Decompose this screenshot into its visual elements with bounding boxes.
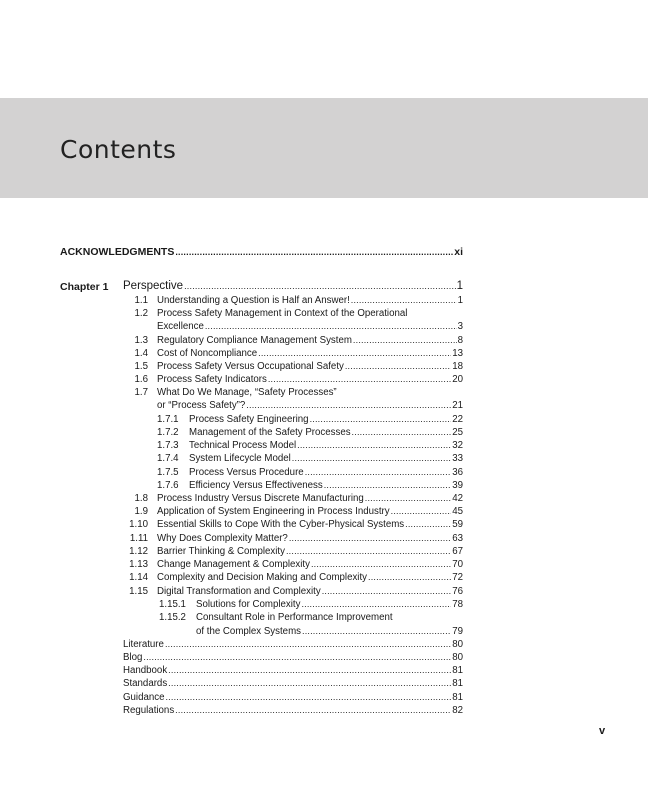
toc-entry-page: 42 <box>452 493 463 504</box>
toc-entry-title: Process Versus Procedure <box>189 467 304 478</box>
toc-entry-title: of the Complex Systems <box>196 626 301 637</box>
leader-dots <box>368 571 451 584</box>
section-number: 1.7.1 <box>157 414 179 425</box>
toc-entry-regulations[interactable] <box>123 704 463 717</box>
section-number: 1.7.6 <box>157 480 179 491</box>
toc-entry-page: 32 <box>452 440 463 451</box>
section-number: 1.3 <box>134 335 148 346</box>
toc-entry-literature[interactable] <box>123 638 463 651</box>
section-number: 1.1 <box>134 295 148 306</box>
toc-entry-page: 36 <box>452 467 463 478</box>
leader-dots <box>165 691 451 704</box>
leader-dots <box>184 280 456 293</box>
toc-entry-page: 8 <box>457 335 463 346</box>
toc-entry-page: 20 <box>452 374 463 385</box>
toc-entry-page: 70 <box>452 559 463 570</box>
toc-entry-page: 22 <box>452 414 463 425</box>
section-number: 1.7 <box>134 387 148 398</box>
leader-dots <box>143 651 451 664</box>
toc-entry[interactable] <box>189 452 463 465</box>
toc-entry-title: Digital Transformation and Complexity <box>157 586 321 597</box>
toc-entry[interactable] <box>157 545 463 558</box>
toc-entry-page: 81 <box>452 665 463 676</box>
toc-entry[interactable] <box>189 426 463 439</box>
toc-entry-title: Change Management & Complexity <box>157 559 310 570</box>
toc-entry-acknowledgments[interactable] <box>60 246 463 259</box>
toc-entry-title: or “Process Safety”? <box>157 400 246 411</box>
leader-dots <box>268 373 451 386</box>
toc-entry-title-line1: Consultant Role in Performance Improvement <box>196 612 393 623</box>
section-number: 1.9 <box>134 506 148 517</box>
section-number: 1.5 <box>134 361 148 372</box>
toc-entry-title: Efficiency Versus Effectiveness <box>189 480 323 491</box>
toc-entry-page: 80 <box>452 639 463 650</box>
toc-entry-title: Understanding a Question is Half an Answer! <box>157 295 350 306</box>
toc-entry-page: 21 <box>452 400 463 411</box>
toc-entry[interactable] <box>157 492 463 505</box>
section-number: 1.4 <box>134 348 148 359</box>
section-number: 1.14 <box>129 572 148 583</box>
toc-entry-page: 39 <box>452 480 463 491</box>
toc-entry-title: Essential Skills to Cope With the Cyber-Physical Systems <box>157 519 405 530</box>
toc-entry[interactable] <box>157 518 463 531</box>
leader-dots <box>391 505 452 518</box>
page-number: v <box>599 725 606 737</box>
section-number: 1.12 <box>129 546 148 557</box>
toc-entry-title: Guidance <box>123 692 165 703</box>
toc-entry-title: Technical Process Model <box>189 440 297 451</box>
section-number: 1.15.1 <box>159 599 186 610</box>
leader-dots <box>258 347 451 360</box>
leader-dots <box>292 452 451 465</box>
section-number: 1.13 <box>129 559 148 570</box>
toc-entry-title: Regulatory Compliance Management System <box>157 335 352 346</box>
leader-dots <box>351 294 457 307</box>
toc-entry-page: 59 <box>452 519 463 530</box>
leader-dots <box>301 598 451 611</box>
toc-entry-title: Process Safety Engineering <box>189 414 309 425</box>
section-number: 1.7.5 <box>157 467 179 478</box>
toc-entry-guidance[interactable] <box>123 691 463 704</box>
toc-entry[interactable] <box>157 360 463 373</box>
toc-entry-title: Application of System Engineering in Process Industry <box>157 506 390 517</box>
toc-entry-page: 25 <box>452 427 463 438</box>
leader-dots <box>175 704 451 717</box>
leader-dots <box>168 677 451 690</box>
leader-dots <box>311 558 451 571</box>
toc-entry-page: 3 <box>457 321 463 332</box>
toc-entry-title: Process Safety Indicators <box>157 374 267 385</box>
toc-entry-title: Regulations <box>123 705 175 716</box>
toc-entry-page: 76 <box>452 586 463 597</box>
section-number: 1.2 <box>134 308 148 319</box>
toc-entry-title: Complexity and Decision Making and Complexity <box>157 572 367 583</box>
leader-dots <box>322 585 452 598</box>
section-number: 1.15.2 <box>159 612 186 623</box>
leader-dots <box>353 334 457 347</box>
toc-entry[interactable] <box>157 294 463 307</box>
toc-entry[interactable] <box>157 505 463 518</box>
toc-entry[interactable] <box>157 320 463 333</box>
leader-dots <box>286 545 451 558</box>
toc-entry-page: 67 <box>452 546 463 557</box>
toc-entry[interactable] <box>157 585 463 598</box>
toc-entry-page: 72 <box>452 572 463 583</box>
toc-entry-chapter[interactable] <box>123 280 463 293</box>
leader-dots <box>168 664 451 677</box>
toc-entry-title-line1: What Do We Manage, “Safety Processes” <box>157 387 337 398</box>
leader-dots <box>352 426 452 439</box>
section-number: 1.10 <box>129 519 148 530</box>
toc-entry-title: Standards <box>123 678 168 689</box>
toc-entry-title: Perspective <box>123 280 184 292</box>
toc-entry-title: Barrier Thinking & Complexity <box>157 546 285 557</box>
section-number: 1.6 <box>134 374 148 385</box>
leader-dots <box>289 532 451 545</box>
toc-entry[interactable] <box>189 439 463 452</box>
toc-entry-title: Process Industry Versus Discrete Manufacturing <box>157 493 364 504</box>
toc-entry[interactable] <box>157 558 463 571</box>
toc-entry-title: Handbook <box>123 665 168 676</box>
leader-dots <box>345 360 451 373</box>
chapter-label: Chapter 1 <box>60 281 109 293</box>
toc-entry[interactable] <box>189 413 463 426</box>
page-title: Contents <box>60 135 177 164</box>
toc-entry-page: 1 <box>457 295 463 306</box>
toc-entry-page: 1 <box>456 280 463 292</box>
section-number: 1.8 <box>134 493 148 504</box>
toc-entry-page: 45 <box>452 506 463 517</box>
toc-entry-page: 33 <box>452 453 463 464</box>
section-number: 1.11 <box>129 533 148 544</box>
toc-entry-title: ACKNOWLEDGMENTS <box>60 246 175 258</box>
toc-entry-title: Excellence <box>157 321 204 332</box>
toc-entry-page: xi <box>454 246 463 258</box>
leader-dots <box>175 246 453 259</box>
toc-entry-page: 13 <box>452 348 463 359</box>
toc-entry-title: Cost of Noncompliance <box>157 348 258 359</box>
leader-dots <box>365 492 451 505</box>
toc-entry[interactable] <box>196 598 463 611</box>
leader-dots <box>405 518 451 531</box>
toc-entry[interactable] <box>157 347 463 360</box>
toc-entry[interactable] <box>189 479 463 492</box>
leader-dots <box>297 439 451 452</box>
section-number: 1.7.3 <box>157 440 179 451</box>
toc-entry-title: Management of the Safety Processes <box>189 427 351 438</box>
toc-entry-title: Solutions for Complexity <box>196 599 301 610</box>
toc-entry-standards[interactable] <box>123 677 463 690</box>
toc-entry[interactable] <box>157 334 463 347</box>
toc-entry-page: 63 <box>452 533 463 544</box>
leader-dots <box>246 399 451 412</box>
leader-dots <box>205 320 457 333</box>
toc-entry-title: Why Does Complexity Matter? <box>157 533 288 544</box>
toc-entry-page: 81 <box>452 692 463 703</box>
leader-dots <box>305 466 452 479</box>
toc-entry-page: 82 <box>452 705 463 716</box>
toc-entry-title: Blog <box>123 652 143 663</box>
toc-entry[interactable] <box>157 373 463 386</box>
toc-entry-page: 78 <box>452 599 463 610</box>
toc-entry-page: 18 <box>452 361 463 372</box>
leader-dots <box>310 413 452 426</box>
toc-entry[interactable] <box>196 625 463 638</box>
section-number: 1.7.4 <box>157 453 179 464</box>
toc-entry-page: 79 <box>452 626 463 637</box>
leader-dots <box>324 479 452 492</box>
toc-entry-title-line1: Process Safety Management in Context of the Operational <box>157 308 408 319</box>
section-number: 1.15 <box>129 586 148 597</box>
toc-entry-handbook[interactable] <box>123 664 463 677</box>
toc-entry-page: 80 <box>452 652 463 663</box>
toc-entry-title: Literature <box>123 639 164 650</box>
toc-entry-title: Process Safety Versus Occupational Safety <box>157 361 344 372</box>
toc-entry[interactable] <box>189 466 463 479</box>
toc-entry-blog[interactable] <box>123 651 463 664</box>
leader-dots <box>165 638 451 651</box>
toc-entry-title: System Lifecycle Model <box>189 453 291 464</box>
toc-entry[interactable] <box>157 532 463 545</box>
toc-entry[interactable] <box>157 571 463 584</box>
toc-entry[interactable] <box>157 399 463 412</box>
section-number: 1.7.2 <box>157 427 179 438</box>
leader-dots <box>302 625 451 638</box>
toc-entry-page: 81 <box>452 678 463 689</box>
